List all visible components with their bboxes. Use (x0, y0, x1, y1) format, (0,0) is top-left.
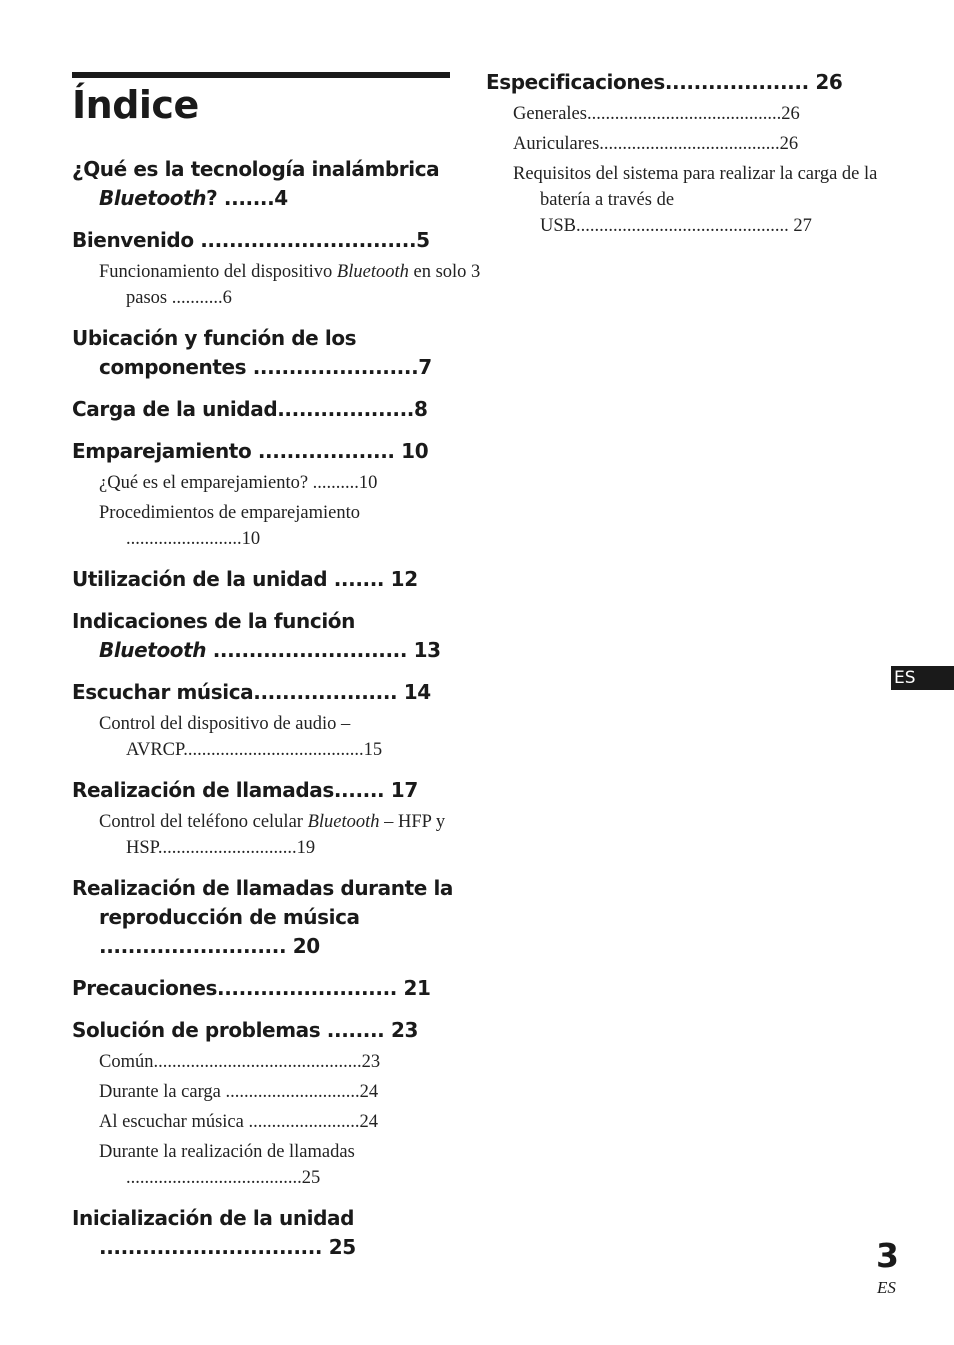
entry-text: Auriculares.......................................26 (513, 134, 799, 154)
toc-subentry-generales[interactable] (486, 101, 880, 127)
toc-section (72, 1016, 432, 1191)
entry-text: Común.............................................23 (99, 1052, 381, 1072)
entry-text: Emparejamiento ................... 10 (72, 439, 429, 463)
entry-text: Realización de llamadas....... 17 (72, 778, 418, 802)
entry-text: ........................... 13 (206, 638, 441, 662)
toc-section (72, 678, 432, 763)
entry-text: Escuchar música.................... 14 (72, 680, 431, 704)
entry-text: Inicialización de la unidad ............................... 25 (72, 1206, 356, 1259)
toc-entry-inicializacion[interactable] (72, 1204, 457, 1262)
entry-text: Generales..........................................26 (513, 104, 800, 124)
page-number: 3 (876, 1236, 899, 1275)
toc-section (72, 565, 432, 594)
entry-text: ¿Qué es la tecnología inalámbrica (72, 157, 440, 181)
toc-entry-escuchar-musica[interactable] (72, 678, 457, 707)
toc-entry-emparejamiento[interactable] (72, 437, 457, 466)
entry-text-italic: Bluetooth (307, 812, 380, 832)
entry-text: – HFP y HSP..............................19 (126, 812, 446, 858)
entry-text: Indicaciones de la función (72, 609, 355, 633)
entry-text: Solución de problemas ........ 23 (72, 1018, 418, 1042)
entry-text: Especificaciones.................... 26 (486, 70, 843, 94)
toc-subentry-procedimientos[interactable] (72, 500, 484, 552)
toc-entry-precauciones[interactable] (72, 974, 457, 1003)
toc-right-column (486, 68, 878, 239)
language-tab: ES (891, 666, 954, 690)
toc-subentry-realizacion-llamadas[interactable] (72, 1139, 484, 1191)
entry-text: Durante la realización de llamadas ......................................25 (99, 1142, 355, 1188)
entry-text: Precauciones......................... 21 (72, 976, 431, 1000)
toc-subentry-comun[interactable] (72, 1049, 484, 1075)
entry-text: Realización de llamadas durante la reproducción de música .......................... 20 (72, 876, 454, 958)
entry-text: Funcionamiento del dispositivo (99, 262, 337, 282)
toc-subentry-auriculares[interactable] (486, 131, 880, 157)
title-rule (72, 72, 450, 78)
toc-subentry-3-steps[interactable] (72, 259, 484, 311)
toc-entry-especificaciones[interactable] (486, 68, 846, 97)
toc-entry-utilizacion[interactable] (72, 565, 457, 594)
entry-text: en solo 3 pasos ...........6 (126, 262, 481, 308)
toc-entry-bienvenido[interactable] (72, 226, 457, 255)
toc-left-column (72, 155, 481, 1262)
toc-section (72, 776, 446, 861)
entry-text: Al escuchar música ........................24 (99, 1112, 378, 1132)
toc-section (72, 155, 440, 213)
entry-text: Requisitos del sistema para realizar la carga de la batería a través de USB.............................................. 27 (513, 164, 878, 236)
entry-text: Bienvenido ..............................5 (72, 228, 430, 252)
toc-subentry-requisitos[interactable] (486, 161, 880, 239)
toc-entry-carga[interactable] (72, 395, 457, 424)
toc-entry-indicaciones[interactable] (72, 607, 457, 665)
toc-section (72, 1204, 432, 1262)
entry-text: Ubicación y función de los componentes .......................7 (72, 326, 432, 379)
entry-text: Control del dispositivo de audio – AVRCP.......................................15 (99, 714, 383, 760)
toc-subentry-hfp-hsp[interactable] (72, 809, 484, 861)
entry-text: ¿Qué es el emparejamiento? ..........10 (99, 473, 378, 493)
entry-text: Durante la carga .............................24 (99, 1082, 379, 1102)
toc-section (72, 874, 454, 961)
entry-text: Control del teléfono celular (99, 812, 308, 832)
toc-section (72, 395, 432, 424)
toc-section (72, 226, 481, 311)
toc-subentry-escuchar-musica[interactable] (72, 1109, 484, 1135)
entry-text: ? .......4 (206, 186, 288, 210)
toc-section (72, 607, 441, 665)
entry-text: Carga de la unidad...................8 (72, 397, 428, 421)
toc-section (72, 974, 432, 1003)
toc-entry-bluetooth-technology[interactable] (72, 155, 457, 213)
entry-text: Procedimientos de emparejamiento .........................10 (99, 503, 360, 549)
page-title: Índice (72, 83, 199, 127)
toc-entry-llamadas-musica[interactable] (72, 874, 457, 961)
entry-text-italic: Bluetooth (99, 638, 207, 662)
toc-subentry-que-es-emparejamiento[interactable] (72, 470, 484, 496)
toc-entry-llamadas[interactable] (72, 776, 457, 805)
toc-entry-solucion-problemas[interactable] (72, 1016, 457, 1045)
page-language-label: ES (877, 1278, 896, 1297)
entry-text-italic: Bluetooth (336, 262, 409, 282)
toc-subentry-durante-carga[interactable] (72, 1079, 484, 1105)
entry-text-italic: Bluetooth (99, 186, 207, 210)
toc-section (72, 324, 432, 382)
entry-text: Utilización de la unidad ....... 12 (72, 567, 418, 591)
toc-section (72, 437, 432, 552)
toc-subentry-avrcp[interactable] (72, 711, 484, 763)
toc-entry-componentes[interactable] (72, 324, 457, 382)
toc-section (486, 68, 878, 239)
